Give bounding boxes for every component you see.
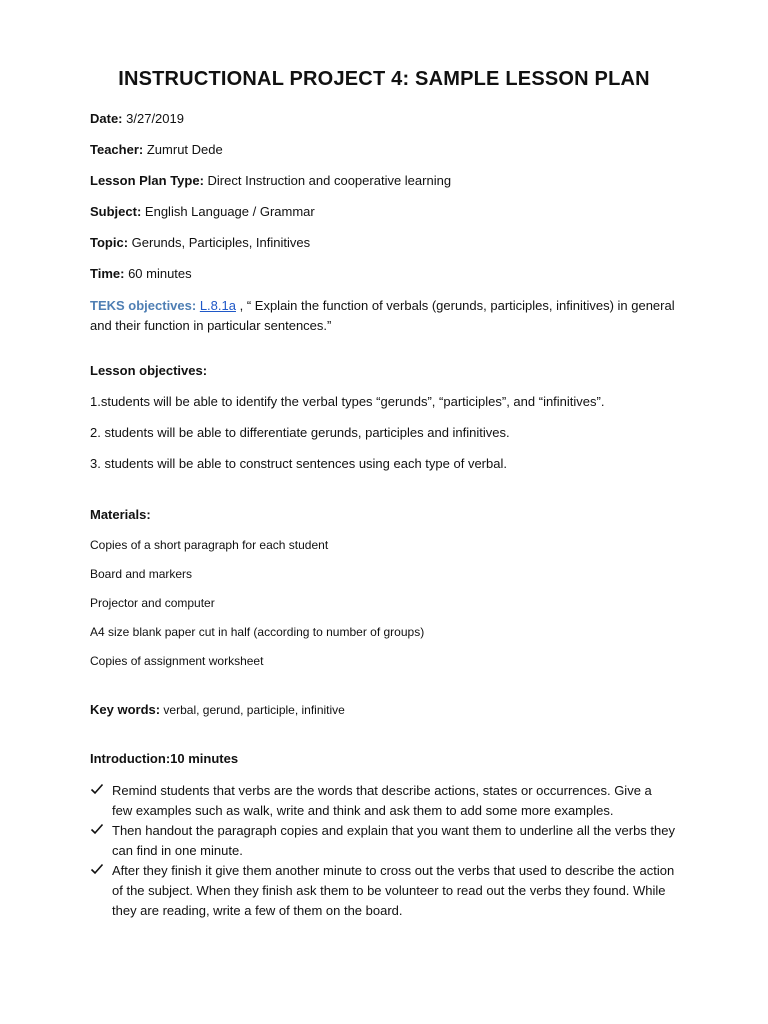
- materials-heading: Materials:: [90, 507, 151, 522]
- teks-label: TEKS objectives:: [90, 298, 197, 313]
- material-item: Copies of assignment worksheet: [90, 654, 264, 668]
- plan-type-label: Lesson Plan Type:: [90, 173, 204, 188]
- checkmark-icon: [90, 862, 104, 876]
- time-value: 60 minutes: [128, 266, 192, 281]
- date-field: [90, 110, 688, 127]
- list-item: [90, 781, 675, 821]
- objective-item: 2. students will be able to differentiate gerunds, participles and infinitives.: [90, 425, 510, 440]
- subject-field: [90, 203, 688, 220]
- topic-value: Gerunds, Participles, Infinitives: [131, 235, 311, 250]
- introduction-step: Then handout the paragraph copies and explain that you want them to underline all the verbs they can find in one minute.: [112, 823, 675, 858]
- lesson-objectives-heading: Lesson objectives:: [90, 363, 208, 378]
- teacher-label: Teacher:: [90, 142, 144, 157]
- checkmark-icon: [90, 782, 104, 796]
- objective-item: 3. students will be able to construct sentences using each type of verbal.: [90, 456, 507, 471]
- material-item: Copies of a short paragraph for each student: [90, 538, 329, 552]
- plan-type-field: [90, 172, 688, 189]
- date-label: Date:: [90, 111, 123, 126]
- introduction-step: After they finish it give them another minute to cross out the verbs that used to describe the action of the subject. When they finish ask them to be volunteer to read out the verbs they found. While they are reading, write a few of them on the board.: [112, 863, 675, 918]
- teacher-field: [90, 141, 688, 158]
- objective-item: 1.students will be able to identify the verbal types “gerunds”, “participles”, and “infinitives”.: [90, 394, 605, 409]
- material-item: Projector and computer: [90, 596, 215, 610]
- subject-value: English Language / Grammar: [144, 204, 315, 219]
- list-item: [90, 821, 675, 861]
- teks-standard-link[interactable]: L.8.1a: [199, 298, 236, 313]
- introduction-heading: Introduction:10 minutes: [90, 751, 239, 766]
- teks-objectives: [90, 296, 675, 336]
- teacher-value: Zumrut Dede: [146, 142, 223, 157]
- key-words: [90, 702, 688, 718]
- key-words-label: Key words:: [90, 702, 161, 717]
- date-value: 3/27/2019: [126, 111, 184, 126]
- list-item: [90, 861, 675, 921]
- time-field: [90, 265, 688, 282]
- checkmark-icon: [90, 822, 104, 836]
- spacer: [90, 682, 688, 702]
- key-words-value: verbal, gerund, participle, infinitive: [163, 703, 345, 717]
- topic-field: [90, 234, 688, 251]
- subject-label: Subject:: [90, 204, 142, 219]
- introduction-step: Remind students that verbs are the words that describe actions, states or occurrences. Give a few examples such as walk, write and think and ask them to add some more examples.: [112, 783, 652, 818]
- material-item: Board and markers: [90, 567, 193, 581]
- document-title: INSTRUCTIONAL PROJECT 4: SAMPLE LESSON PLAN: [118, 68, 650, 90]
- introduction-list: [90, 781, 675, 921]
- plan-type-value: Direct Instruction and cooperative learning: [207, 173, 452, 188]
- material-item: A4 size blank paper cut in half (according to number of groups): [90, 625, 425, 639]
- spacer: [90, 486, 688, 506]
- topic-label: Topic:: [90, 235, 129, 250]
- time-label: Time:: [90, 266, 125, 281]
- teks-text: , “ Explain the function of verbals (gerunds, participles, infinitives) in general and their function in particular sentences.”: [90, 298, 675, 333]
